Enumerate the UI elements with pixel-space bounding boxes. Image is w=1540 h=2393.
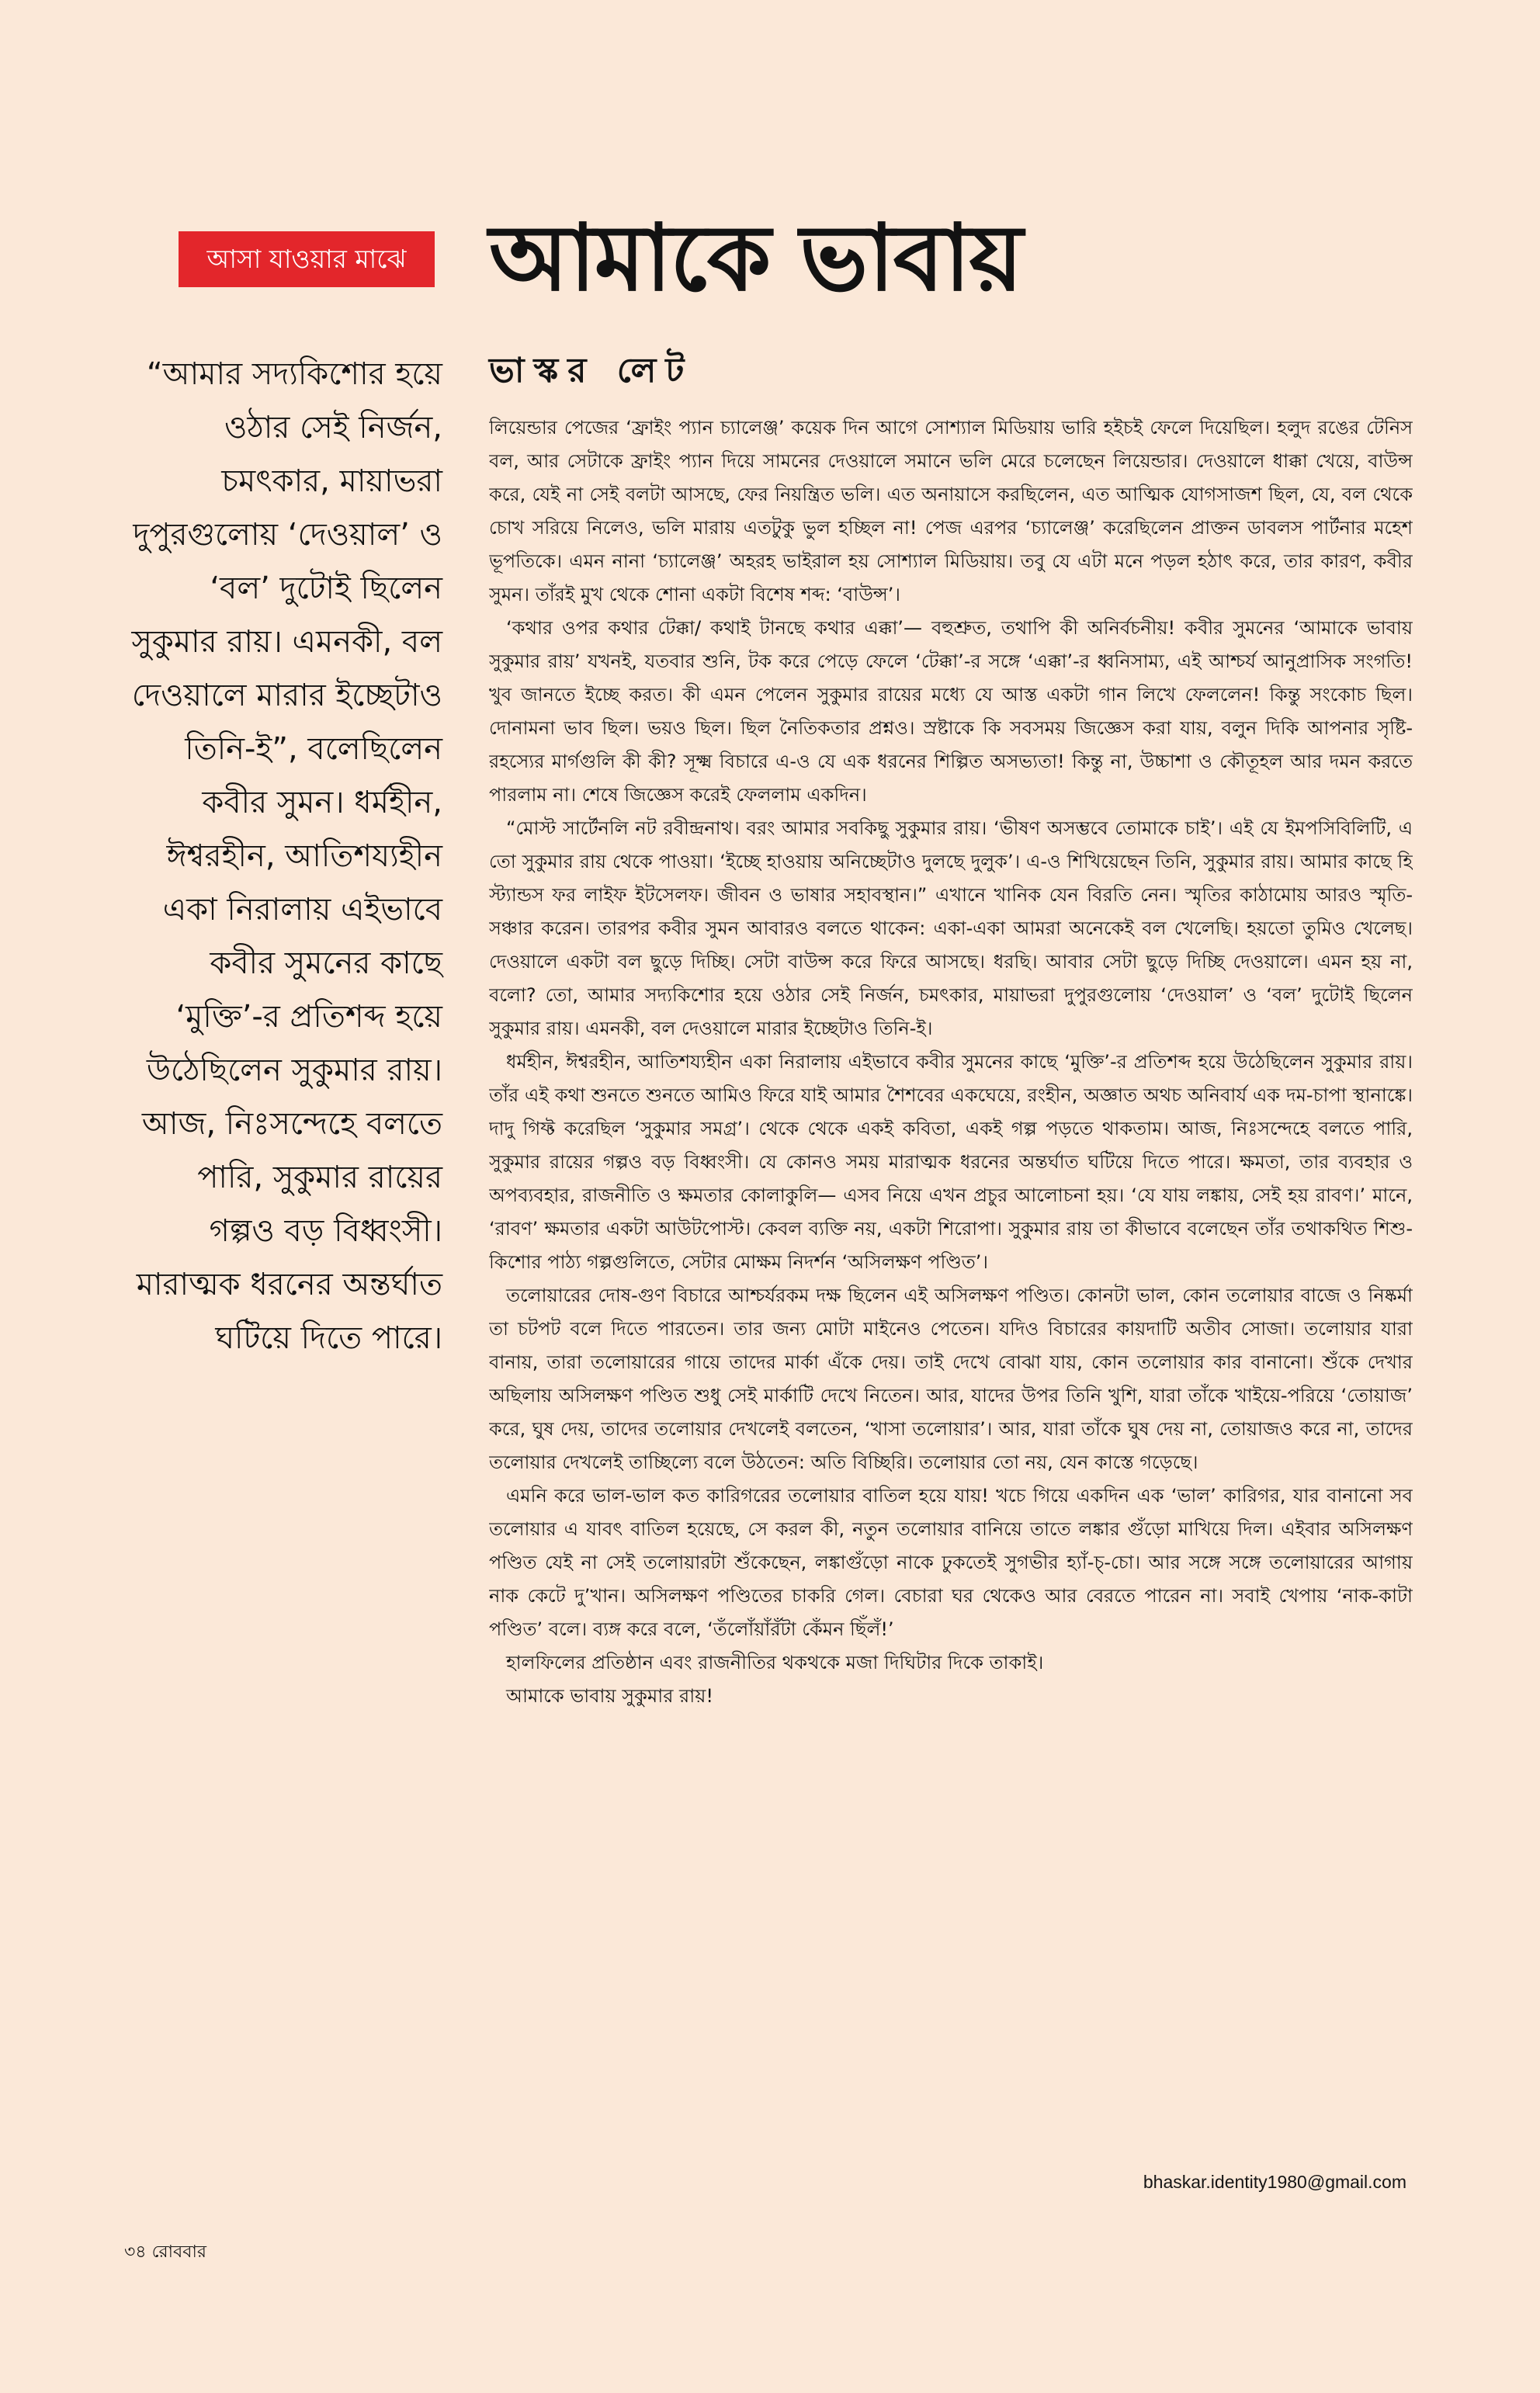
body-paragraph: “মোস্ট সার্টেনলি নট রবীন্দ্রনাথ। বরং আমার সবকিছু সুকুমার রায়। ‘ভীষণ অসম্ভবে তোমাকে চাই’। এই যে ইমপসিবিলিটি, এ তো সুকুমার রায় থেকে পাওয়া। ‘ইচ্ছে হাওয়ায় অনিচ্ছেটাও দুলছে দুলুক’। এ-ও শিখিয়েছেন তিনি, সুকুমার রায়। আমার কাছে হি স্ট্যান্ডস ফর লাইফ ইটসেলফ। জীবন ও ভাষার সহাবস্থান।” এখানে খানিক যেন বিরতি নেন। স্মৃতির কাঠামোয় আরও স্মৃতি-সঞ্চার করেন। তারপর কবীর সুমন আবারও বলতে থাকেন: একা-একা আমরা অনেকেই বল খেলেছি। হয়তো তুমিও খেলেছ। দেওয়ালে একটা বল ছুড়ে দিচ্ছি। সেটা বাউন্স করে ফিরে আসছে। ধরছি। আবার সেটা ছুড়ে দিচ্ছি দেওয়ালে। এমন হয় না, বলো? তো, আমার সদ্যকিশোর হয়ে ওঠার সেই নির্জন, চমৎকার, মায়াভরা দুপুরগুলোয় ‘দেওয়াল’ ও ‘বল’ দুটোই ছিলেন সুকুমার রায়। এমনকী, বল দেওয়ালে মারার ইচ্ছেটাও তিনি-ই। — [489, 817, 1413, 1039]
body-paragraph: ‘কথার ওপর কথার টেক্কা/ কথাই টানছে কথার এক্কা’— বহুশ্রুত, তথাপি কী অনির্বচনীয়! কবীর সুমনের ‘আমাকে ভাবায় সুকুমার রায়’ যখনই, যতবার শুনি, টক করে পেড়ে ফেলে ‘টেক্কা’-র সঙ্গে ‘এক্কা’-র ধ্বনিসাম্য, এই আশ্চর্য আনুপ্রাসিক সংগতি! খুব জানতে ইচ্ছে করত। কী এমন পেলেন সুকুমার রায়ের মধ্যে যে আস্ত একটা গান লিখে ফেললেন! কিন্তু সংকোচ ছিল। দোনামনা ভাব ছিল। ভয়ও ছিল। ছিল নৈতিকতার প্রশ্নও। স্রষ্টাকে কি সবসময় জিজ্ঞেস করা যায়, বলুন দিকি আপনার সৃষ্টি-রহস্যের মার্গগুলি কী কী? সূক্ষ্ম বিচারে এ-ও যে এক ধরনের শিল্পিত অসভ্যতা! কিন্তু না, উচ্চাশা ও কৌতূহল আর দমন করতে পারলাম না। শেষে জিজ্ঞেস করেই ফেললাম একদিন। — [489, 617, 1413, 806]
author-email: bhaskar.identity1980@gmail.com — [1143, 2172, 1406, 2192]
body-paragraph: ধর্মহীন, ঈশ্বরহীন, আতিশয্যহীন একা নিরালায় এইভাবে কবীর সুমনের কাছে ‘মুক্তি’-র প্রতিশব্দ হয়ে উঠেছিলেন সুকুমার রায়। তাঁর এই কথা শুনতে শুনতে আমিও ফিরে যাই আমার শৈশবের একঘেয়ে, রংহীন, অজ্ঞাত অথচ অনিবার্য এক দম-চাপা স্থানাঙ্কে। দাদু গিফ্ট করেছিল ‘সুকুমার সমগ্র’। থেকে থেকে একই কবিতা, একই গল্প পড়তে থাকতাম। আজ, নিঃসন্দেহে বলতে পারি, সুকুমার রায়ের গল্পও বড় বিধ্বংসী। যে কোনও সময় মারাত্মক ধরনের অন্তর্ঘাত ঘটিয়ে দিতে পারে। ক্ষমতা, তার ব্যবহার ও অপব্যবহার, রাজনীতি ও ক্ষমতার কোলাকুলি— এসব নিয়ে এখন প্রচুর আলোচনা হয়। ‘যে যায় লঙ্কায়, সেই হয় রাবণ।’ মানে, ‘রাবণ’ ক্ষমতার একটা আউটপোস্ট। কেবল ব্যক্তি নয়, একটা শিরোপা। সুকুমার রায় তা কীভাবে বলেছেন তাঁর তথাকথিত শিশু-কিশোর পাঠ্য গল্পগুলিতে, সেটার মোক্ষম নিদর্শন ‘অসিলক্ষণ পণ্ডিত’। — [489, 1051, 1413, 1273]
body-paragraph: লিয়েন্ডার পেজের ‘ফ্রাইং প্যান চ্যালেঞ্জ’ কয়েক দিন আগে সোশ্যাল মিডিয়ায় ভারি হইচই ফেলে দিয়েছিল। হলুদ রঙের টেনিস বল, আর সেটাকে ফ্রাইং প্যান দিয়ে সামনের দেওয়ালে সমানে ভলি মেরে চলেছেন লিয়েন্ডার। দেওয়ালে ধাক্কা খেয়ে, বাউন্স করে, যেই না সেই বলটা আসছে, ফের নিয়ন্ত্রিত ভলি। এত অনায়াসে করছিলেন, এত আত্মিক যোগসাজশ ছিল, যে, বল থেকে চোখ সরিয়ে নিলেও, ভলি মারায় এতটুকু ভুল হচ্ছিল না! পেজ এরপর ‘চ্যালেঞ্জ’ করেছিলেন প্রাক্তন ডাবলস পার্টনার মহেশ ভূপতিকে। এমন নানা ‘চ্যালেঞ্জ’ অহরহ ভাইরাল হয় সোশ্যাল মিডিয়ায়। তবু যে এটা মনে পড়ল হঠাৎ করে, তার কারণ, কবীর সুমন। তাঁরই মুখ থেকে শোনা একটা বিশেষ শব্দ: ‘বাউন্স’। — [489, 417, 1413, 605]
body-paragraph: এমনি করে ভাল-ভাল কত কারিগরের তলোয়ার বাতিল হয়ে যায়! খচে গিয়ে একদিন এক ‘ভাল’ কারিগর, যার বানানো সব তলোয়ার এ যাবৎ বাতিল হয়েছে, সে করল কী, নতুন তলোয়ার বানিয়ে তাতে লঙ্কার গুঁড়ো মাখিয়ে দিল। এইবার অসিলক্ষণ পণ্ডিত যেই না সেই তলোয়ারটা শুঁকেছেন, লঙ্কাগুঁড়ো নাকে ঢুকতেই সুগভীর হ্যাঁ-চ্-চো। আর সঙ্গে সঙ্গে তলোয়ারের আগায় নাক কেটে দু’খান। অসিলক্ষণ পণ্ডিতের চাকরি গেল। বেচারা ঘর থেকেও আর বেরতে পারেন না। সবাই খেপায় ‘নাক-কাটা পণ্ডিত’ বলে। ব্যঙ্গ করে বলে, ‘তঁলোঁয়াঁরঁটা কেঁমন ছিঁলঁ!’ — [489, 1485, 1413, 1640]
body-paragraph: আমাকে ভাবায় সুকুমার রায়! — [506, 1685, 713, 1707]
section-badge: আসা যাওয়ার মাঝে — [179, 231, 435, 287]
article-body — [489, 411, 1413, 1713]
article-title: আমাকে ভাবায় — [489, 204, 1021, 311]
body-paragraph: তলোয়ারের দোষ-গুণ বিচারে আশ্চর্যরকম দক্ষ ছিলেন এই অসিলক্ষণ পণ্ডিত। কোনটা ভাল, কোন তলোয়ার বাজে ও নিষ্কর্মা তা চটপট বলে দিতে পারতেন। তার জন্য মোটা মাইনেও পেতেন। যদিও বিচারের কায়দাটি অতীব সোজা। তলোয়ার যারা বানায়, তারা তলোয়ারের গায়ে তাদের মার্কা এঁকে দেয়। তাই দেখে বোঝা যায়, কোন তলোয়ার কার বানানো। শুঁকে দেখার অছিলায় অসিলক্ষণ পণ্ডিত শুধু সেই মার্কাটি দেখে নিতেন। আর, যাদের উপর তিনি খুশি, যারা তাঁকে খাইয়ে-পরিয়ে ‘তোয়াজ’ করে, ঘুষ দেয়, তাদের তলোয়ার দেখলেই বলতেন, ‘খাসা তলোয়ার’। আর, যারা তাঁকে ঘুষ দেয় না, তোয়াজও করে না, তাদের তলোয়ার দেখলেই তাচ্ছিল্যে বলে উঠতেন: অতি বিচ্ছিরি। তলোয়ার তো নয়, যেন কাস্তে গড়েছে। — [489, 1285, 1413, 1473]
pull-quote: “আমার সদ্যকিশোর হয়ে ওঠার সেই নির্জন, চমৎকার, মায়াভরা দুপুরগুলোয় ‘দেওয়াল’ ও ‘বল’ দুটোই ছিলেন সুকুমার রায়। এমনকী, বল দেওয়ালে মারার ইচ্ছেটাও তিনি-ই”, বলেছিলেন কবীর সুমন। ধর্মহীন, ঈশ্বরহীন, আতিশয্যহীন একা নিরালায় এইভাবে কবীর সুমনের কাছে ‘মুক্তি’-র প্রতিশব্দ হয়ে উঠেছিলেন সুকুমার রায়। আজ, নিঃসন্দেহে বলতে পারি, সুকুমার রায়ের গল্পও বড় বিধ্বংসী। মারাত্মক ধরনের অন্তর্ঘাত ঘটিয়ে দিতে পারে। — [131, 356, 442, 1356]
body-paragraph: হালফিলের প্রতিষ্ঠান এবং রাজনীতির থকথকে মজা দিঘিটার দিকে তাকাই। — [506, 1652, 1044, 1673]
author-byline: ভাস্কর লেট — [489, 351, 694, 390]
page-folio: ৩৪ রোববার — [124, 2242, 206, 2262]
